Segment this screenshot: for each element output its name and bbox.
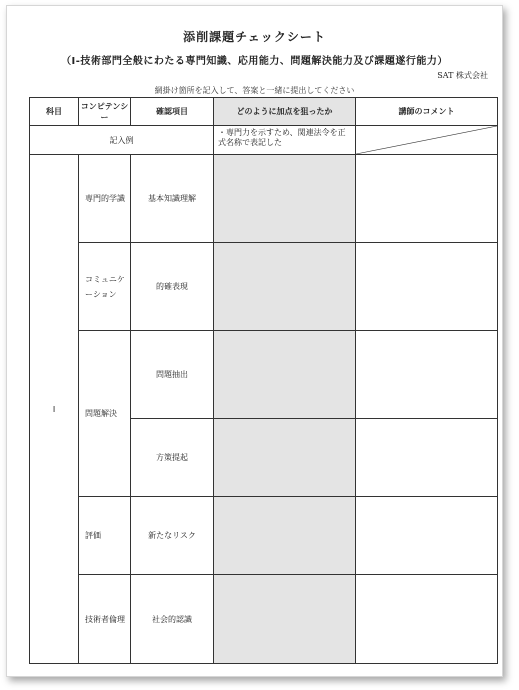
subject-cell: Ⅰ	[30, 155, 79, 664]
example-label: 記入例	[30, 126, 214, 155]
table-row	[30, 155, 498, 243]
example-row	[30, 126, 498, 155]
table-row	[30, 497, 498, 575]
comment-cell	[356, 419, 498, 497]
how-input-cell[interactable]	[214, 243, 356, 331]
how-input-cell[interactable]	[214, 155, 356, 243]
check-sheet-page	[6, 5, 503, 677]
company-name: SAT 株式会社	[437, 71, 488, 80]
competency-cell: コミュニケーション	[79, 243, 131, 331]
table-row	[30, 243, 498, 331]
check-item-cell: 方策提起	[131, 419, 214, 497]
check-table	[29, 97, 498, 664]
competency-cell: 評価	[79, 497, 131, 575]
check-item-cell: 的確表現	[131, 243, 214, 331]
competency-cell: 専門的学識	[79, 155, 131, 243]
header-how: どのように加点を狙ったか	[214, 98, 356, 126]
how-input-cell[interactable]	[214, 575, 356, 664]
example-comment-cell	[356, 126, 498, 155]
diagonal-line	[356, 126, 497, 154]
header-row	[30, 98, 498, 126]
comment-cell	[356, 155, 498, 243]
check-item-cell: 新たなリスク	[131, 497, 214, 575]
competency-cell: 技術者倫理	[79, 575, 131, 664]
check-item-cell: 問題抽出	[131, 331, 214, 419]
how-input-cell[interactable]	[214, 497, 356, 575]
header-comment: 講師のコメント	[356, 98, 498, 126]
check-item-cell: 社会的認識	[131, 575, 214, 664]
table-row	[30, 331, 498, 419]
header-check-item: 確認項目	[131, 98, 214, 126]
page-title: 添削課題チェックシート	[183, 30, 326, 44]
comment-cell	[356, 331, 498, 419]
instruction-note: 網掛け箇所を記入して、答案と一緒に提出してください	[154, 86, 355, 95]
table-row	[30, 575, 498, 664]
competency-cell: 問題解決	[79, 331, 131, 497]
header-subject: 科目	[30, 98, 79, 126]
how-input-cell[interactable]	[214, 419, 356, 497]
comment-cell	[356, 243, 498, 331]
header-competency: コンピテンシー	[79, 98, 131, 126]
comment-cell	[356, 497, 498, 575]
page-subtitle: （Ⅰ-技術部門全般にわたる専門知識、応用能力、問題解決能力及び課題遂行能力）	[61, 56, 448, 67]
how-input-cell[interactable]	[214, 331, 356, 419]
check-item-cell: 基本知識理解	[131, 155, 214, 243]
comment-cell	[356, 575, 498, 664]
example-text: ・専門力を示すため、関連法令を正式名称で表記した	[214, 126, 356, 155]
